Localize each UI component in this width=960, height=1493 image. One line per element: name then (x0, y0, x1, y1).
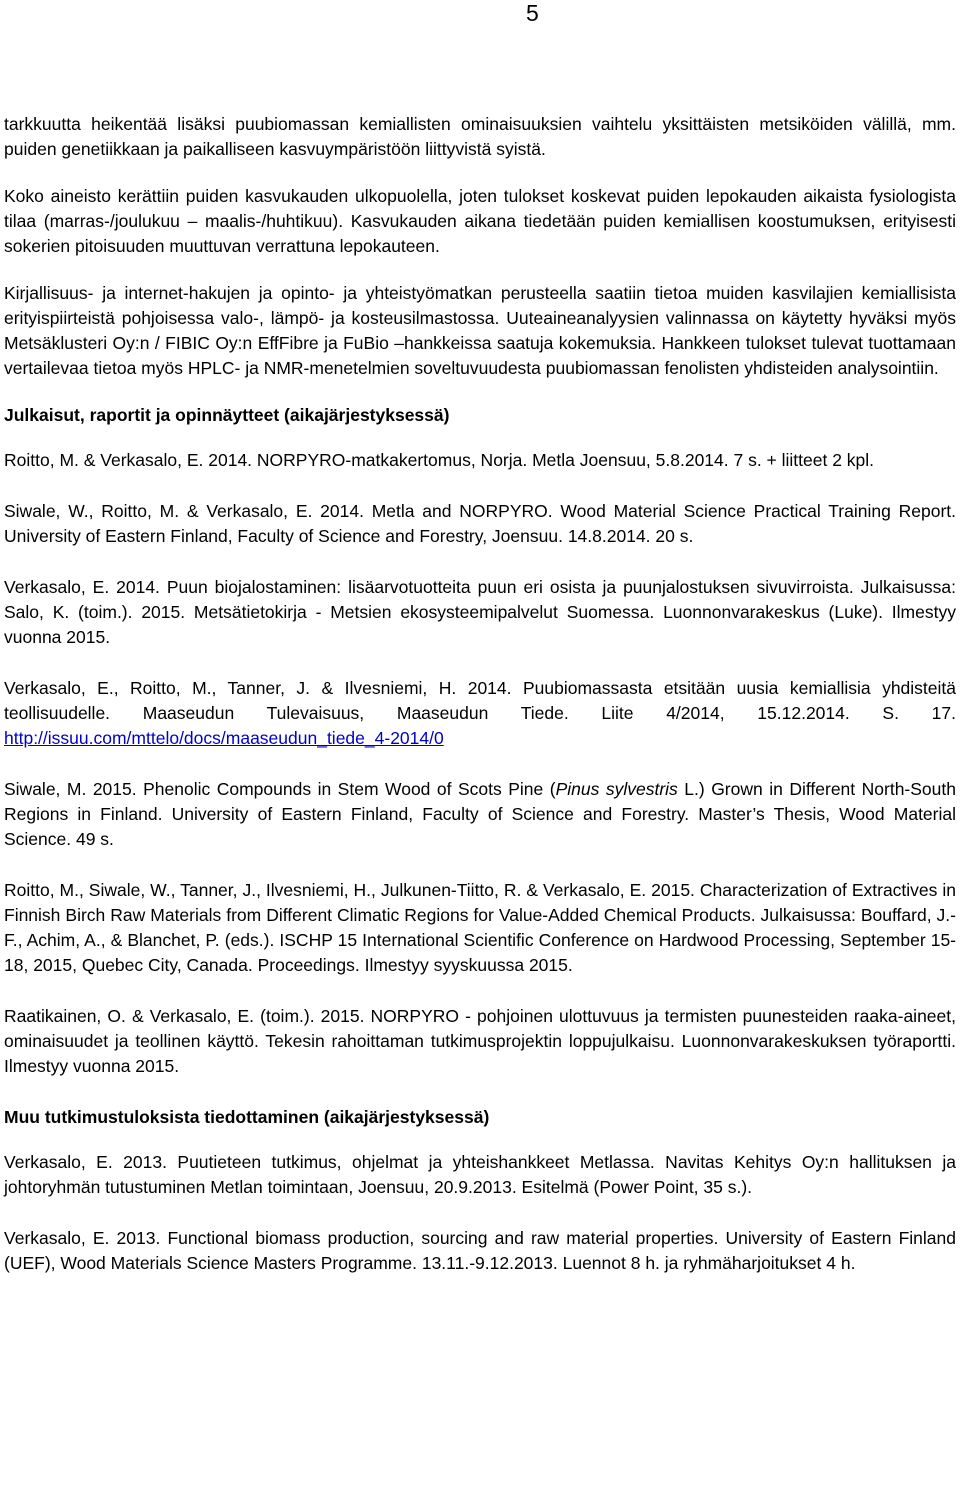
paragraph-2: Koko aineisto kerättiin puiden kasvukauden ulkopuolella, joten tulokset koskevat puiden lepokauden aikaista fysiologista tilaa (marras-/joulukuu – maalis-/huhtikuu). Kasvukauden aikana tiedetään puiden kemiallisen koostumuksen, erityisesti sokerien pitoisuuden muuttuvan verrattuna lepokauteen. (4, 186, 956, 256)
other-item-1: Verkasalo, E. 2013. Puutieteen tutkimus, ohjelmat ja yhteishankkeet Metlassa. Navitas Kehitys Oy:n hallituksen ja johtoryhmän tutustuminen Metlan toimintaan, Joensuu, 20.9.2013. Esitelmä (Power Point, 35 s.). (4, 1152, 956, 1197)
reference-7: Raatikainen, O. & Verkasalo, E. (toim.). 2015. NORPYRO - pohjoinen ulottuvuus ja termisten puunesteiden raaka-aineet, ominaisuudet ja teollinen käyttö. Tekesin rahoittaman tutkimusprojektin loppujulkaisu. Luonnonvarakeskuksen työraportti. Ilmestyy vuonna 2015. (4, 1006, 956, 1076)
reference-4 (4, 676, 956, 751)
document-body (4, 112, 956, 1302)
other-heading: Muu tutkimustuloksista tiedottaminen (aikajärjestyksessä) (4, 1107, 490, 1127)
reference-1: Roitto, M. & Verkasalo, E. 2014. NORPYRO-matkakertomus, Norja. Metla Joensuu, 5.8.2014. 7 s. + liitteet 2 kpl. (4, 450, 875, 470)
publications-heading: Julkaisut, raportit ja opinnäytteet (aikajärjestyksessä) (4, 405, 450, 425)
reference-2: Siwale, W., Roitto, M. & Verkasalo, E. 2014. Metla and NORPYRO. Wood Material Science Practical Training Report. University of Eastern Finland, Faculty of Science and Forestry, Joensuu. 14.8.2014. 20 s. (4, 501, 956, 546)
reference-3: Verkasalo, E. 2014. Puun biojalostaminen: lisäarvotuotteita puun eri osista ja puunjalostuksen sivuvirroista. Julkaisussa: Salo, K. (toim.). 2015. Metsätietokirja - Metsien ekosysteemipalvelut Suomessa. Luonnonvarakeskus (Luke). Ilmestyy vuonna 2015. (4, 577, 956, 647)
reference-5 (4, 777, 956, 852)
reference-5-text-end: L.) Grown in Different North-South Regions in Finland. University of Eastern Finland, Faculty of Science and Forestry. Master’s Thesis, Wood Material Science. 49 s. (4, 779, 956, 849)
paragraph-3: Kirjallisuus- ja internet-hakujen ja opinto- ja yhteistyömatkan perusteella saatiin tietoa muiden kasvilajien kemiallisista erityispiirteistä pohjoisessa valo-, lämpö- ja kosteusilmastossa. Uuteaineanalyysien valinnassa on käytetty hyväksi myös Metsäklusteri Oy:n / FIBIC Oy:n EffFibre ja FuBio –hankkeissa saatuja kokemuksia. Hankkeen tulokset tulevat tuottamaan vertailevaa tietoa myös HPLC- ja NMR-menetelmien soveltuvuudesta puubiomassan fenolisten yhdisteiden analysointiin. (4, 283, 956, 378)
reference-4-link[interactable]: http://issuu.com/mttelo/docs/maaseudun_tiede_4-2014/0 (4, 728, 444, 748)
species-name: Pinus sylvestris (555, 779, 678, 799)
page-number: 5 (526, 0, 539, 26)
reference-5-text-start: Siwale, M. 2015. Phenolic Compounds in Stem Wood of Scots Pine ( (4, 779, 556, 799)
reference-4-text: Verkasalo, E., Roitto, M., Tanner, J. & Ilvesniemi, H. 2014. Puubiomassasta etsitään uusia kemiallisia yhdisteitä teollisuudelle. Maaseudun Tulevaisuus, Maaseudun Tiede. Liite 4/2014, 15.12.2014. S. 17. (4, 678, 956, 723)
other-item-2: Verkasalo, E. 2013. Functional biomass production, sourcing and raw material properties. University of Eastern Finland (UEF), Wood Materials Science Masters Programme. 13.11.-9.12.2013. Luennot 8 h. ja ryhmäharjoitukset 4 h. (4, 1228, 956, 1273)
paragraph-1: tarkkuutta heikentää lisäksi puubiomassan kemiallisten ominaisuuksien vaihtelu yksittäisten metsiköiden välillä, mm. puiden genetiikkaan ja paikalliseen kasvuympäristöön liittyvistä syistä. (4, 114, 956, 159)
reference-6: Roitto, M., Siwale, W., Tanner, J., Ilvesniemi, H., Julkunen-Tiitto, R. & Verkasalo, E. 2015. Characterization of Extractives in Finnish Birch Raw Materials from Different Climatic Regions for Value-Added Chemical Products. Julkaisussa: Bouffard, J.-F., Achim, A., & Blanchet, P. (eds.). ISCHP 15 International Scientific Conference on Hardwood Processing, September 15-18, 2015, Quebec City, Canada. Proceedings. Ilmestyy syyskuussa 2015. (4, 880, 956, 975)
